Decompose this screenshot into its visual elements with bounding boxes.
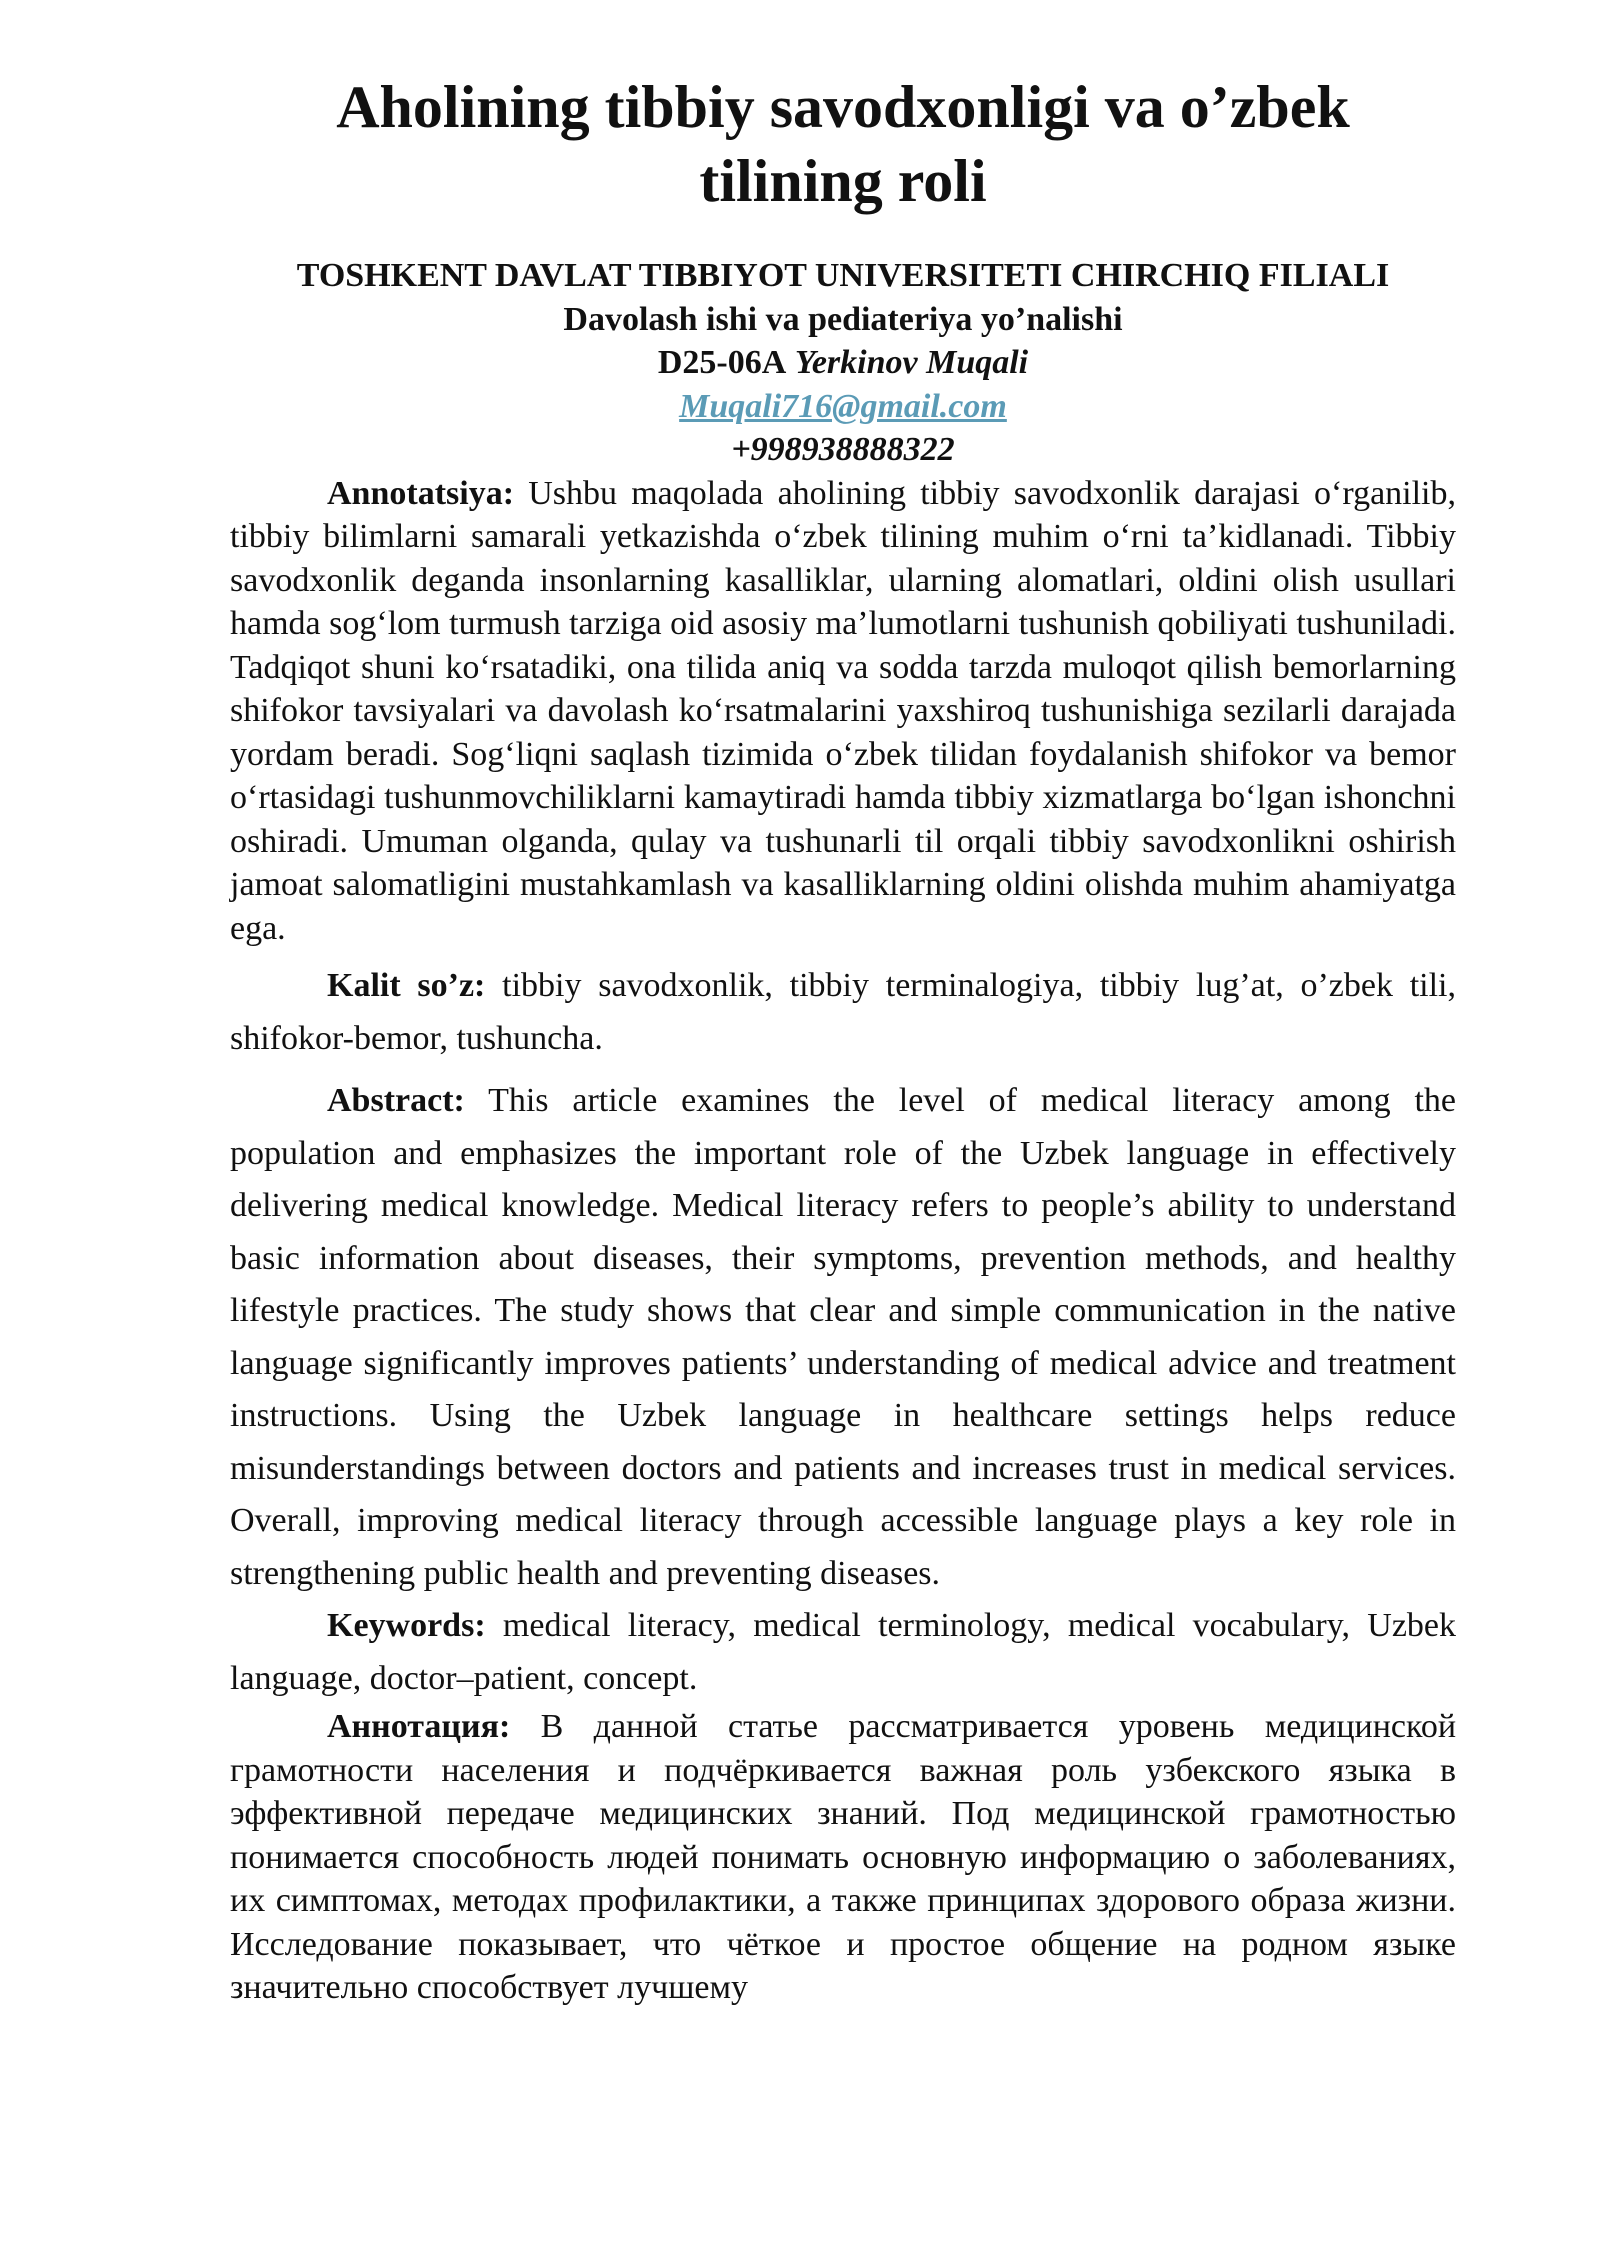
annotation-ru-paragraph bbox=[230, 1705, 1456, 2010]
annotation-uz-label: Annotatsiya: bbox=[327, 474, 515, 512]
keywords-uz-paragraph bbox=[230, 960, 1456, 1065]
abstract-en-paragraph bbox=[230, 1075, 1456, 1600]
university-name: TOSHKENT DAVLAT TIBBIYOT UNIVERSITETI CHIRCHIQ FILIALI bbox=[296, 257, 1390, 294]
author-block bbox=[230, 254, 1456, 472]
author-name: Yerkinov Muqali bbox=[794, 344, 1029, 381]
title-line-1: Aholining tibbiy savodxonligi va o’zbek bbox=[336, 74, 1350, 140]
annotation-uz-paragraph bbox=[230, 472, 1456, 951]
email-line bbox=[230, 385, 1456, 429]
abstract-en-label: Abstract: bbox=[327, 1082, 465, 1119]
annotation-uz-text: Ushbu maqolada aholining tibbiy savodxonlik darajasi o‘rganilib, tibbiy bilimlarni samarali yetkazishda o‘zbek tilining muhim o‘rni ta’kidlanadi. Tibbiy savodxonlik deganda insonlarning kasalliklar, ularning alomatlari, oldini olish usullari hamda sog‘lom turmush tarziga oid asosiy ma’lumotlarni tushunish qobiliyati tushuniladi. Tadqiqot shuni ko‘rsatadiki, ona tilida aniq va sodda tarzda muloqot qilish bemorlarning shifokor tavsiyalari va davolash ko‘rsatmalarini yaxshiroq tushunishiga sezilarli darajada yordam beradi. Sog‘liqni saqlash tizimida o‘zbek tilidan foydalanish shifokor va bemor o‘rtasidagi tushunmovchiliklarni kamaytiradi hamda tibbiy xizmatlarga bo‘lgan ishonchni oshiradi. Umuman olganda, qulay va tushunarli til orqali tibbiy savodxonlikni oshirish jamoat salomatligini mustahkamlash va kasalliklarning oldini olishda muhim ahamiyatga ega. bbox=[230, 474, 1456, 947]
title-line-2: tilining roli bbox=[699, 148, 987, 214]
annotation-ru-text: В данной статье рассматривается уровень медицинской грамотности населения и подчёркивается важная роль узбекского языка в эффективной передаче медицинских знаний. Под медицинской грамотностью понимается способность людей понимать основную информацию о заболеваниях, их симптомах, методах профилактики, а также принципах здорового образа жизни. Исследование показывает, что чёткое и простое общение на родном языке значительно способствует лучшему bbox=[230, 1708, 1457, 2006]
annotation-ru-label: Аннотация: bbox=[327, 1708, 511, 1745]
author-line bbox=[230, 341, 1456, 385]
article-title bbox=[230, 70, 1456, 218]
keywords-uz-label: Kalit so’z: bbox=[327, 967, 486, 1004]
department-name: Davolash ishi va pediateriya yo’nalishi bbox=[563, 300, 1123, 338]
article-page bbox=[230, 70, 1456, 2010]
phone-number: +998938888322 bbox=[731, 431, 955, 468]
keywords-uz-text: tibbiy savodxonlik, tibbiy terminalogiya, tibbiy lug’at, o’zbek tili, shifokor-bemor, tushuncha. bbox=[230, 967, 1456, 1057]
abstract-en-text: This article examines the level of medical literacy among the population and emphasizes the important role of the Uzbek language in effectively delivering medical knowledge. Medical literacy refers to people’s ability to understand basic information about diseases, their symptoms, prevention methods, and healthy lifestyle practices. The study shows that clear and simple communication in the native language significantly improves patients’ understanding of medical advice and treatment instructions. Using the Uzbek language in healthcare settings helps reduce misunderstandings between doctors and patients and increases trust in medical services. Overall, improving medical literacy through accessible language plays a key role in strengthening public health and preventing diseases. bbox=[230, 1082, 1456, 1592]
keywords-en-paragraph bbox=[230, 1600, 1456, 1705]
keywords-en-text: medical literacy, medical terminology, medical vocabulary, Uzbek language, doctor–patient, concept. bbox=[230, 1607, 1456, 1697]
keywords-en-label: Keywords: bbox=[327, 1607, 486, 1644]
email-link[interactable]: Muqali716@gmail.com bbox=[679, 387, 1007, 425]
group-code: D25-06A bbox=[657, 344, 787, 381]
